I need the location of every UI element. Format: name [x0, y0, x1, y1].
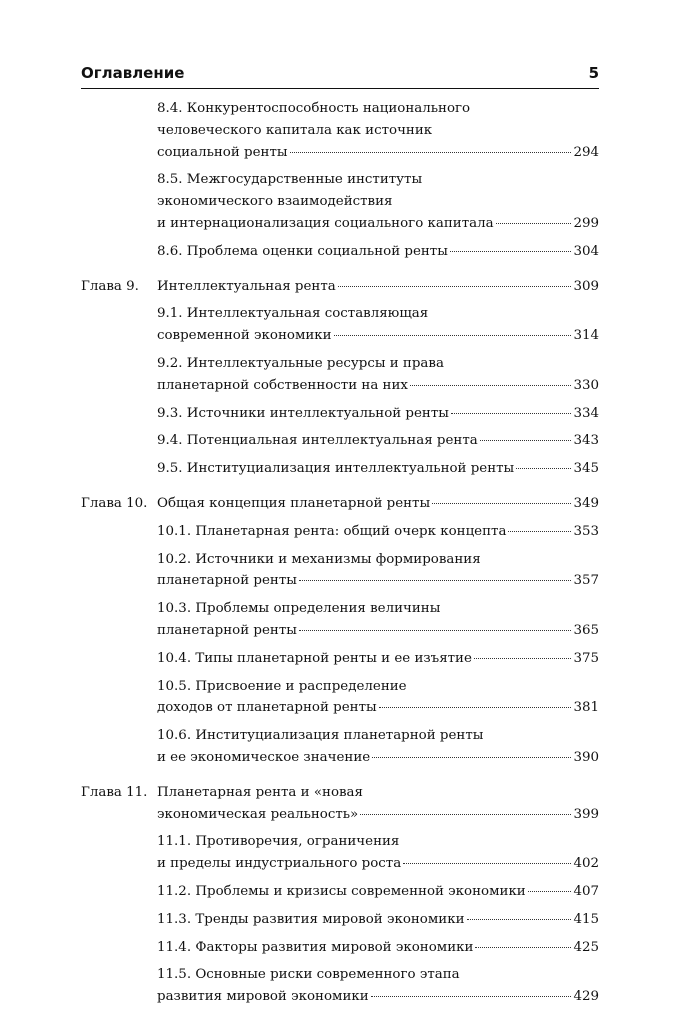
entry-title-line: и ее экономическое значение — [157, 749, 371, 765]
entry-title-line: 11.5. Основные риски современного этапа — [157, 967, 460, 983]
entry-page-number: 343 — [573, 433, 599, 449]
entry-title-line: 8.6. Проблема оценки социальной ренты — [157, 243, 448, 259]
entry-list — [157, 493, 599, 769]
header-title: Оглавление — [81, 64, 185, 82]
entry-title-line: 9.4. Потенциальная интеллектуальная рента — [157, 433, 478, 449]
entry-list — [157, 276, 599, 480]
entry-title-line: 10.6. Институциализация планетарной ренты — [157, 728, 484, 744]
entry-title-line: 8.5. Межгосударственные институты — [157, 172, 423, 188]
entry-title-line: и пределы индустриального роста — [157, 856, 402, 872]
entry-page-number: 299 — [573, 215, 599, 231]
entry-title-line: развития мировой экономики — [157, 989, 369, 1005]
entry-title-line: и интернационализация социального капитала — [157, 215, 494, 231]
dot-leader — [450, 250, 572, 252]
toc-entry[interactable] — [157, 598, 599, 642]
dot-leader — [467, 918, 572, 920]
chapter-label: Глава 11. — [81, 784, 148, 800]
toc-entry[interactable] — [157, 403, 599, 425]
toc-entry[interactable] — [157, 725, 599, 769]
entry-page-number: 314 — [573, 328, 599, 344]
toc-entry[interactable] — [157, 549, 599, 593]
chapter-label: Глава 9. — [81, 278, 139, 294]
toc-entry[interactable] — [157, 430, 599, 452]
entry-page-number: 304 — [573, 243, 599, 259]
chapter-block — [81, 493, 599, 769]
dot-leader — [403, 862, 571, 864]
entry-page-number: 402 — [573, 856, 599, 872]
table-of-contents — [81, 98, 599, 1014]
toc-entry[interactable] — [157, 98, 599, 163]
toc-entry[interactable] — [157, 458, 599, 480]
dot-leader — [528, 890, 572, 892]
entry-title-line: планетарной ренты — [157, 622, 297, 638]
chapter-label: Глава 10. — [81, 495, 148, 511]
entry-page-number: 399 — [573, 806, 599, 822]
entry-title-line: Общая концепция планетарной ренты — [157, 495, 431, 511]
dot-leader — [360, 813, 571, 815]
header-page-number: 5 — [588, 64, 599, 82]
entry-title-line: 9.3. Источники интеллектуальной ренты — [157, 405, 449, 421]
running-header — [81, 62, 599, 89]
entry-title-line: планетарной собственности на них — [157, 377, 408, 393]
entry-title-line: Планетарная рента и «новая — [157, 784, 363, 800]
entry-title-line: 9.1. Интеллектуальная составляющая — [157, 306, 429, 322]
dot-leader — [496, 222, 572, 224]
dot-leader — [451, 412, 572, 414]
dot-leader — [474, 657, 572, 659]
entry-title-line: 11.4. Факторы развития мировой экономики — [157, 939, 474, 955]
toc-entry[interactable] — [157, 303, 599, 347]
dot-leader — [372, 756, 571, 758]
dot-leader — [338, 285, 572, 287]
entry-title-line: 11.2. Проблемы и кризисы современной экономики — [157, 883, 526, 899]
entry-page-number: 294 — [573, 144, 599, 160]
entry-page-number: 365 — [573, 622, 599, 638]
entry-page-number: 407 — [573, 883, 599, 899]
entry-title-line: 11.3. Тренды развития мировой экономики — [157, 911, 465, 927]
dot-leader — [299, 629, 572, 631]
entry-title-line: 9.5. Институциализация интеллектуальной ренты — [157, 461, 515, 477]
dot-leader — [480, 439, 572, 441]
dot-leader — [516, 467, 571, 469]
toc-entry[interactable] — [157, 353, 599, 397]
entry-list — [157, 782, 599, 1008]
chapter-block — [81, 98, 599, 263]
entry-page-number: 381 — [573, 700, 599, 716]
dot-leader — [371, 995, 572, 997]
toc-entry[interactable] — [157, 909, 599, 931]
toc-entry[interactable] — [157, 521, 599, 543]
entry-page-number: 334 — [573, 405, 599, 421]
toc-entry[interactable] — [157, 493, 599, 515]
entry-list — [157, 98, 599, 263]
entry-title-line: 10.2. Источники и механизмы формирования — [157, 551, 481, 567]
entry-title-line: 10.5. Присвоение и распределение — [157, 678, 407, 694]
dot-leader — [379, 706, 572, 708]
toc-entry[interactable] — [157, 881, 599, 903]
toc-entry[interactable] — [157, 648, 599, 670]
entry-page-number: 330 — [573, 377, 599, 393]
dot-leader — [299, 579, 572, 581]
entry-title-line: человеческого капитала как источник — [157, 122, 433, 138]
entry-title-line: экономическая реальность» — [157, 806, 359, 822]
entry-page-number: 390 — [573, 749, 599, 765]
entry-title-line: современной экономики — [157, 328, 332, 344]
entry-title-line: доходов от планетарной ренты — [157, 700, 377, 716]
entry-page-number: 425 — [573, 939, 599, 955]
entry-page-number: 375 — [573, 650, 599, 666]
entry-title-line: Интеллектуальная рента — [157, 278, 336, 294]
entry-title-line: 10.3. Проблемы определения величины — [157, 601, 441, 617]
entry-title-line: экономического взаимодействия — [157, 194, 393, 210]
entry-page-number: 345 — [573, 461, 599, 477]
entry-page-number: 415 — [573, 911, 599, 927]
toc-entry[interactable] — [157, 964, 599, 1008]
toc-entry[interactable] — [157, 276, 599, 298]
entry-title-line: социальной ренты — [157, 144, 288, 160]
toc-entry[interactable] — [157, 241, 599, 263]
dot-leader — [432, 502, 571, 504]
chapter-block — [81, 782, 599, 1008]
entry-title-line: 10.1. Планетарная рента: общий очерк концепта — [157, 523, 507, 539]
entry-page-number: 357 — [573, 573, 599, 589]
dot-leader — [410, 384, 571, 386]
entry-title-line: 11.1. Противоречия, ограничения — [157, 834, 400, 850]
entry-page-number: 309 — [573, 278, 599, 294]
dot-leader — [475, 946, 571, 948]
entry-title-line: планетарной ренты — [157, 573, 297, 589]
dot-leader — [508, 530, 571, 532]
entry-title-line: 9.2. Интеллектуальные ресурсы и права — [157, 355, 444, 371]
toc-entry[interactable] — [157, 937, 599, 959]
dot-leader — [334, 334, 572, 336]
toc-entry[interactable] — [157, 831, 599, 875]
entry-page-number: 353 — [573, 523, 599, 539]
entry-page-number: 349 — [573, 495, 599, 511]
toc-entry[interactable] — [157, 169, 599, 234]
entry-page-number: 429 — [573, 989, 599, 1005]
entry-title-line: 8.4. Конкурентоспособность национального — [157, 101, 471, 116]
chapter-block — [81, 276, 599, 480]
toc-entry[interactable] — [157, 782, 599, 826]
entry-title-line: 10.4. Типы планетарной ренты и ее изъятие — [157, 650, 472, 666]
dot-leader — [290, 151, 572, 153]
toc-entry[interactable] — [157, 676, 599, 720]
